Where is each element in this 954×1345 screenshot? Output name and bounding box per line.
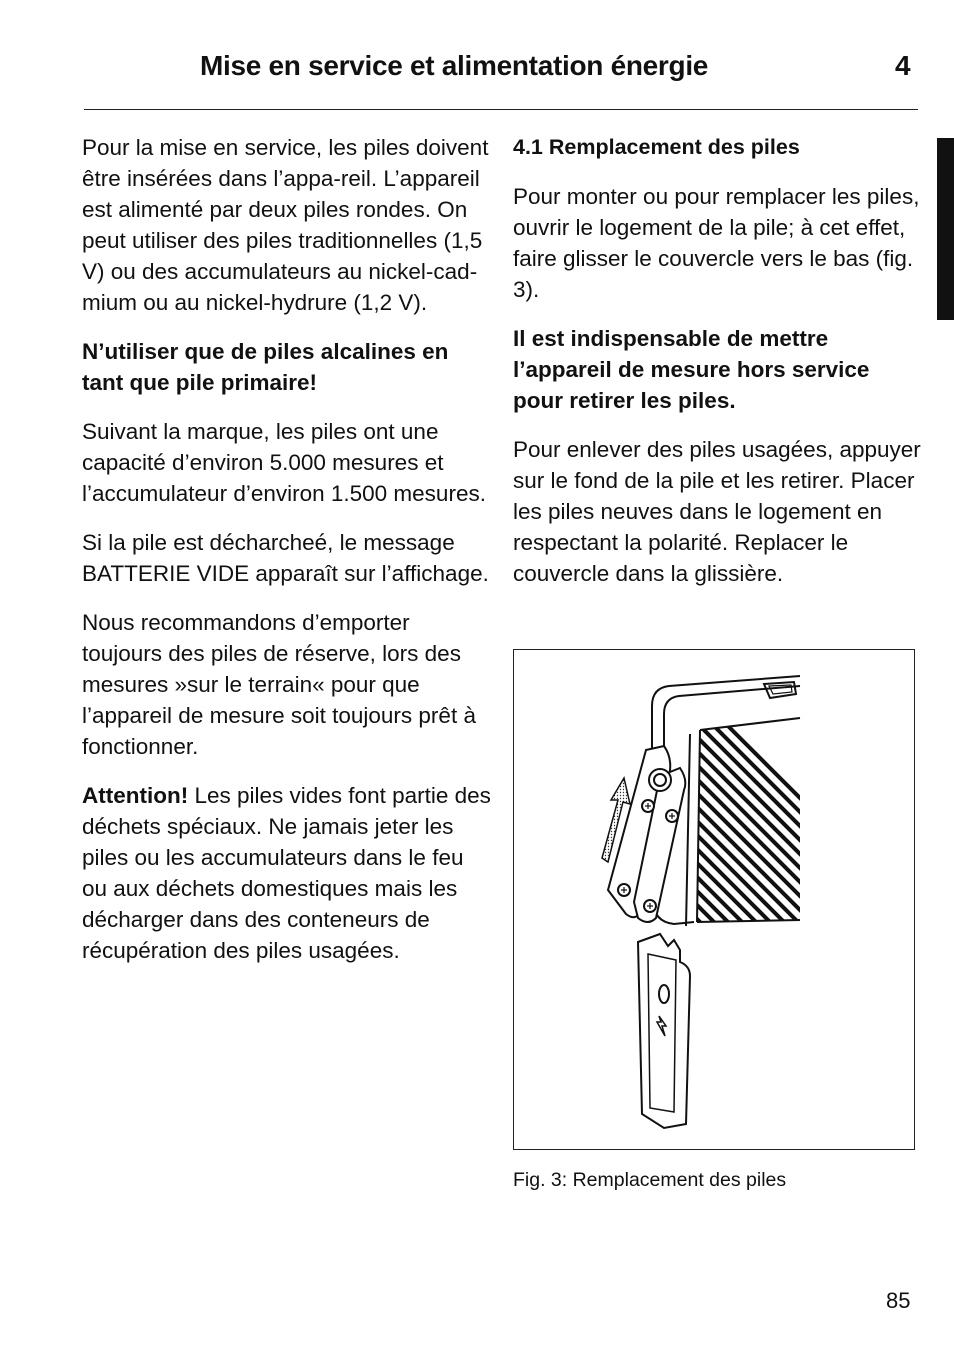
header-divider	[84, 109, 918, 110]
chapter-thumb-tab	[937, 138, 954, 320]
paragraph-switch-off-warning: Il est indispensable de mettre l’appareil de mesure hors service pour retirer les piles.	[513, 326, 870, 413]
paragraph-battery-empty: Si la pile est décharcheé, le message BATTERIE VIDE apparaît sur l’affichage.	[82, 530, 489, 586]
attention-text: Les piles vides font partie des déchets spéciaux. Ne jamais jeter les piles ou les accumulateurs dans le feu ou aux déchets domestiques mais les décharger dans des conteneurs de récupération des piles usagées.	[82, 783, 491, 963]
chapter-number: 4	[895, 50, 911, 81]
paragraph-recommendation: Nous recommandons d’emporter toujours des piles de réserve, lors des mesures »sur le terrain« pour que l’appareil de mesure soit toujours prêt à fonctionner.	[82, 610, 476, 759]
paragraph-intro: Pour la mise en service, les piles doivent être insérées dans l’appa-reil. L’appareil est alimenté par deux piles rondes. On peut utiliser des piles traditionnelles (1,5 V) ou des accumulateurs au nickel-cad-mium ou au nickel-hydrure (1,2 V).	[82, 135, 489, 315]
right-column	[513, 132, 923, 607]
paragraph-open-compartment: Pour monter ou pour remplacer les piles, ouvrir le logement de la pile; à cet effet, faire glisser le couvercle vers le bas (fig. 3).	[513, 184, 920, 302]
figure-caption: Fig. 3: Remplacement des piles	[513, 1169, 787, 1191]
figure-battery-replacement	[513, 649, 915, 1150]
page-title: Mise en service et alimentation énergie	[200, 50, 709, 81]
paragraph-replace-batteries: Pour enlever des piles usagées, appuyer sur le fond de la pile et les retirer. Placer les piles neuves dans le logement en respectant la polarité. Replacer le couvercle dans la glissière.	[513, 437, 921, 586]
paragraph-attention	[82, 780, 494, 966]
paragraph-capacity: Suivant la marque, les piles ont une capacité d’environ 5.000 mesures et l’accumulateur d’environ 1.500 mesures.	[82, 419, 486, 506]
left-column	[82, 132, 494, 984]
paragraph-alkaline-warning: N’utiliser que de piles alcalines en tant que pile primaire!	[82, 339, 449, 395]
attention-label: Attention!	[82, 783, 189, 808]
section-heading: 4.1 Remplacement des piles	[513, 135, 800, 159]
battery-replacement-illustration	[514, 650, 914, 1149]
page-number: 85	[886, 1288, 911, 1313]
